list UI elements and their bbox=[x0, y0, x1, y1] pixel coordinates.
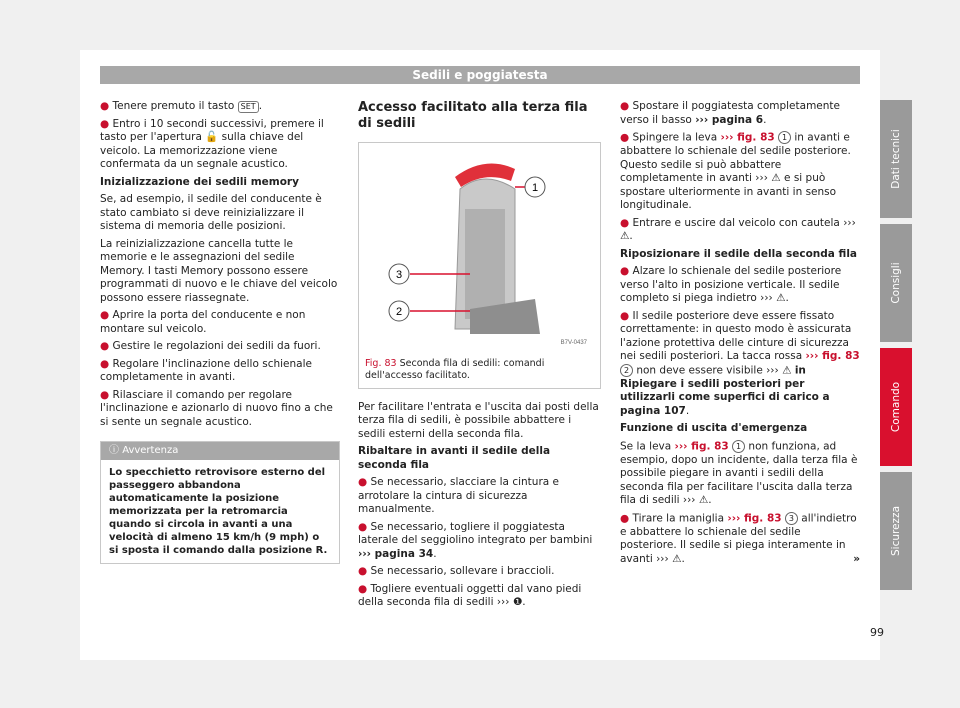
warning-text: Lo specchietto retrovisore esterno del passeggero abbandona automaticamente la posizione memorizzata per la retromarcia quando si circola in avanti a una velocità di almeno 15 km/h (9 mph) o si sposta il comando dalla posizione R. bbox=[109, 467, 328, 556]
section-heading: Riposizionare il sedile della seconda fila bbox=[620, 247, 858, 260]
tab-consigli[interactable]: Consigli bbox=[880, 224, 912, 342]
list-item: ● Spingere la leva ››› fig. 83 1 in avanti e abbattere lo schienale del sedile posteriore. Questo sedile si può abbattere completamente in avanti ››› ⚠ e si può spostare ulteriormente in avanti in senso longitudinale. bbox=[620, 131, 851, 211]
list-item: ● Spostare il poggiatesta completamente verso il basso ››› pagina 6. bbox=[620, 100, 840, 126]
fig-link[interactable]: ››› fig. 83 bbox=[720, 131, 775, 144]
list-item: ● Se necessario, slacciare la cintura e arrotolare la cintura di sicurezza manualmente. bbox=[358, 476, 559, 515]
callout-2: 2 bbox=[395, 306, 403, 318]
tab-dati-tecnici[interactable]: Dati tecnici bbox=[880, 100, 912, 218]
seat-illustration bbox=[365, 149, 594, 349]
list-item: ● Entro i 10 secondi successivi, premere il tasto per l'apertura 🔓 sulla chiave del veicolo. La memorizzazione viene confermata da un segnale acustico. bbox=[100, 117, 324, 170]
list-item: ● Aprire la porta del conducente e non montare sul veicolo. bbox=[100, 309, 306, 335]
warning-triangle-icon: ⚠ bbox=[698, 494, 709, 506]
page-link[interactable]: ››› pagina 6 bbox=[695, 113, 764, 126]
continue-icon: » bbox=[853, 552, 860, 565]
caution-icon: ❶ bbox=[512, 596, 523, 608]
list-item: ● Il sedile posteriore deve essere fissato correttamente: in questo modo è assicurata l'azione protettiva delle cinture di sicurezza nei sedili posteriori. La tacca rossa ››› fig. 83 2 non deve essere visibile ››› ⚠ in Ripiegare i sedili posteriori per utilizzarli come superfici di carico a pagina 107. bbox=[620, 309, 860, 417]
callout-3: 3 bbox=[395, 269, 403, 281]
paragraph: Per facilitare l'entrata e l'uscita dai posti della terza fila di sedili, è possibile abbattere i sedili esterni della seconda fila. bbox=[358, 400, 599, 440]
section-heading: Funzione di uscita d'emergenza bbox=[620, 422, 808, 434]
list-item: ● Tenere premuto il tasto SET . bbox=[100, 100, 263, 112]
warning-box bbox=[100, 441, 340, 564]
key-unlock-icon: 🔓 bbox=[205, 131, 219, 143]
callout-1: 1 bbox=[531, 182, 539, 194]
list-item: ● Rilasciare il comando per regolare l'inclinazione e azionarlo di nuovo fino a che si sente un segnale acustico. bbox=[100, 388, 333, 428]
column-middle bbox=[358, 100, 601, 614]
list-item: ● Se necessario, sollevare i braccioli. bbox=[358, 565, 555, 577]
page-header: Sedili e poggiatesta bbox=[100, 66, 860, 84]
set-key: SET bbox=[238, 101, 259, 113]
warning-triangle-icon: ⚠ bbox=[672, 552, 682, 565]
section-heading: Ribaltare in avanti il sedile della seconda fila bbox=[358, 445, 551, 471]
column-right bbox=[620, 100, 860, 570]
list-item: ● Se necessario, togliere il poggiatesta laterale del seggiolino integrato per bambini ››› pagina 34. bbox=[358, 520, 593, 560]
callout-badge: 3 bbox=[785, 512, 798, 525]
info-icon: ⓘ bbox=[109, 445, 119, 456]
paragraph: La reinizializzazione cancella tutte le memorie e le assegnazioni del sedile Memory. I tasti Memory possono essere programmati di nuovo e le chiave del veicolo possono essere riassegnate. bbox=[100, 237, 338, 304]
list-item: ● Regolare l'inclinazione dello schienale completamente in avanti. bbox=[100, 357, 312, 383]
tab-sicurezza[interactable]: Sicurezza bbox=[880, 472, 912, 590]
warning-header: ⓘ Avvertenza bbox=[101, 442, 339, 460]
warning-triangle-icon: ⚠ bbox=[782, 364, 792, 376]
callout-badge: 1 bbox=[778, 131, 791, 144]
page-number: 99 bbox=[870, 626, 884, 639]
paragraph: Se, ad esempio, il sedile del conducente è stato cambiato si deve reinizializzare il sistema di memoria delle posizioni. bbox=[100, 193, 322, 232]
fig-link[interactable]: ››› fig. 83 bbox=[805, 350, 860, 362]
callout-badge: 2 bbox=[620, 364, 633, 377]
section-heading: Inizializzazione dei sedili memory bbox=[100, 175, 299, 188]
warning-triangle-icon: ⚠ bbox=[620, 230, 630, 242]
warning-triangle-icon: ⚠ bbox=[776, 292, 786, 304]
section-title: Accesso facilitato alla terza fila di sedili bbox=[358, 100, 588, 131]
column-left bbox=[100, 100, 340, 564]
paragraph: Se la leva ››› fig. 83 1 non funziona, ad esempio, dopo un incidente, dalla terza fila è possibile piegare in avanti i sedili della seconda fila per facilitare l'uscita dalla terza fila di sedili ››› ⚠. bbox=[620, 440, 858, 506]
figure bbox=[358, 142, 601, 389]
list-item: ● Togliere eventuali oggetti dal vano piedi della seconda fila di sedili ››› ❶. bbox=[358, 582, 582, 608]
page-link[interactable]: ››› pagina 34 bbox=[358, 547, 434, 560]
list-item: ● Tirare la maniglia ››› fig. 83 3 all'indietro e abbattere lo schienale del sedile posteriore. Il sedile si piega interamente in avanti ››› ⚠. » bbox=[620, 512, 860, 565]
figure-caption: Fig. 83 Seconda fila di sedili: comandi dell'accesso facilitato. bbox=[365, 357, 545, 381]
figure-code: B7V-0437 bbox=[560, 340, 587, 346]
list-item: ● Entrare e uscire dal veicolo con cautela ››› ⚠. bbox=[620, 216, 856, 242]
list-item: ● Gestire le regolazioni dei sedili da fuori. bbox=[100, 340, 321, 352]
list-item: ● Alzare lo schienale del sedile posteriore verso l'alto in posizione verticale. Il sedile completo si piega indietro ››› ⚠. bbox=[620, 265, 842, 304]
warning-triangle-icon: ⚠ bbox=[771, 172, 781, 184]
callout-badge: 1 bbox=[732, 440, 745, 453]
tab-comando[interactable]: Comando bbox=[880, 348, 912, 466]
fig-link[interactable]: ››› fig. 83 bbox=[727, 512, 782, 524]
fig-link[interactable]: ››› fig. 83 bbox=[674, 440, 729, 452]
